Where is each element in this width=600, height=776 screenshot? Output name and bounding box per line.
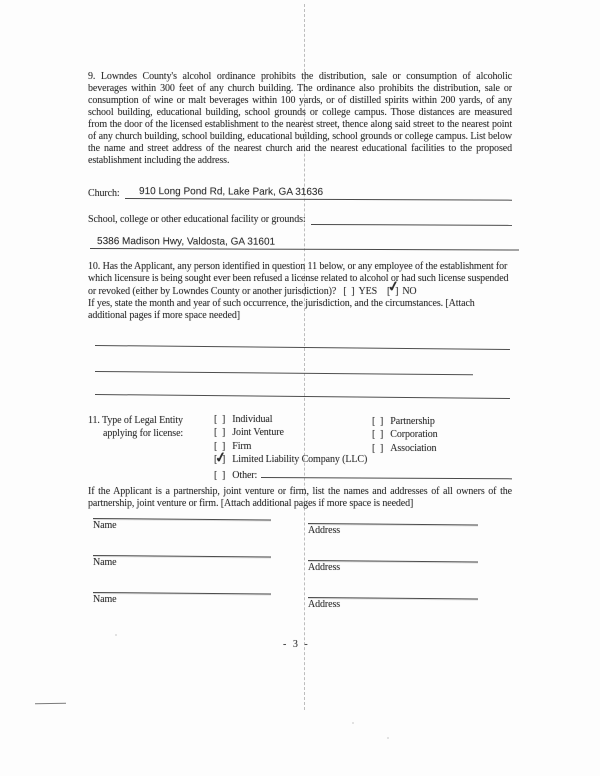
option-label: Association [390,442,437,454]
blank-answer-line-2[interactable] [95,371,473,375]
school-address-line[interactable] [90,236,519,250]
option-label: Joint Venture [232,427,284,439]
question-11-label [88,414,183,441]
name-label: Name [93,557,117,569]
scan-speck [115,634,117,636]
checkbox-partnership[interactable] [372,416,383,427]
blank-answer-line-3[interactable] [95,394,510,399]
option-llc [214,454,512,467]
question-11-label-line2: applying for license: [103,428,184,440]
option-label: Other: [232,469,258,481]
question-10-followup: If yes, state the month and year of such occurrence, the jurisdiction, and the circumstances. [Attach additional pages if more space needed] [88,297,475,322]
checkbox-joint-venture[interactable] [214,427,225,438]
yes-checkbox[interactable] [343,286,354,298]
checkbox-llc[interactable] [214,454,225,465]
yes-label: YES [358,285,378,297]
owner-address-cell [308,523,478,536]
church-field-row [88,186,512,199]
partners-intro-text: If the Applicant is a partnership, joint venture or firm, list the names and addresses of all owners of the partnership, joint venture or firm. [Attach additional pages if more space is needed] [88,486,512,510]
name-label: Name [93,520,117,532]
owner-name-cell [93,592,271,605]
address-label: Address [308,525,341,537]
option-label: Corporation [390,429,438,441]
scan-mark-line [35,703,66,705]
legal-entity-column-2 [372,416,512,456]
checkbox-other[interactable] [214,470,225,481]
option-label: Firm [232,440,252,452]
school-field-row [88,212,512,225]
scan-speck [352,722,354,724]
question-10-text: 10. Has the Applicant, any person identified in question 11 below, or any employee of the establishment for which licensure is being sought ever been refused a license related to alcohol or had such license suspended or revoked (either by Lowndes County or another jurisdiction)? [88,261,509,297]
school-address-value: 5386 Madison Hwy, Valdosta, GA 31601 [97,236,276,248]
option-other [214,468,512,481]
blank-answer-line-1[interactable] [95,345,510,350]
option-corporation [372,429,512,442]
checkbox-individual[interactable] [214,414,225,425]
checkbox-association[interactable] [372,443,383,454]
no-checkbox[interactable] [387,286,398,298]
owner-name-cell [93,555,271,568]
question-11-label-line1: 11. Type of Legal Entity [88,415,183,426]
address-label: Address [308,599,341,611]
owner-address-cell [308,560,478,573]
address-label: Address [308,562,341,574]
page-number: - 3 - [283,639,310,650]
school-label: School, college or other educational facility or grounds: [88,214,306,225]
question-9-text: 9. Lowndes County's alcohol ordinance prohibits the distribution, sale or consumption of alcoholic beverages within 300 feet of any church building. The ordinance also prohibits the distribution, sale or consumption of wine or malt beverages within 100 yards, or of distilled spirits within 200 yards, of any school building, educational building, school grounds or college campus. Those distances are measured from the door of the licensed establishment to the nearest street, thence along said street to the nearest point of any church building, school building, educational building, school grounds or college campus. List below the name and street address of the nearest church and the nearest educational facilities to the proposed establishment including the address. [88,71,512,166]
option-association [372,443,512,456]
owner-address-cell [308,597,478,610]
option-label: Individual [232,414,273,425]
checkbox-corporation[interactable] [372,429,383,440]
option-label: Limited Liability Company (LLC) [232,454,368,466]
question-10 [88,261,512,322]
option-partnership [372,416,512,429]
option-label: Partnership [390,416,435,427]
other-input-line[interactable] [261,468,512,479]
scan-speck [387,737,389,739]
check-icon [387,281,401,295]
owner-name-cell [93,518,271,531]
church-input-line[interactable] [125,186,513,201]
name-label: Name [93,594,117,606]
church-value: 910 Long Pond Rd, Lake Park, GA 31636 [138,186,323,198]
school-input-line[interactable] [311,212,512,226]
no-label: NO [402,285,417,297]
church-label: Church: [88,188,120,199]
